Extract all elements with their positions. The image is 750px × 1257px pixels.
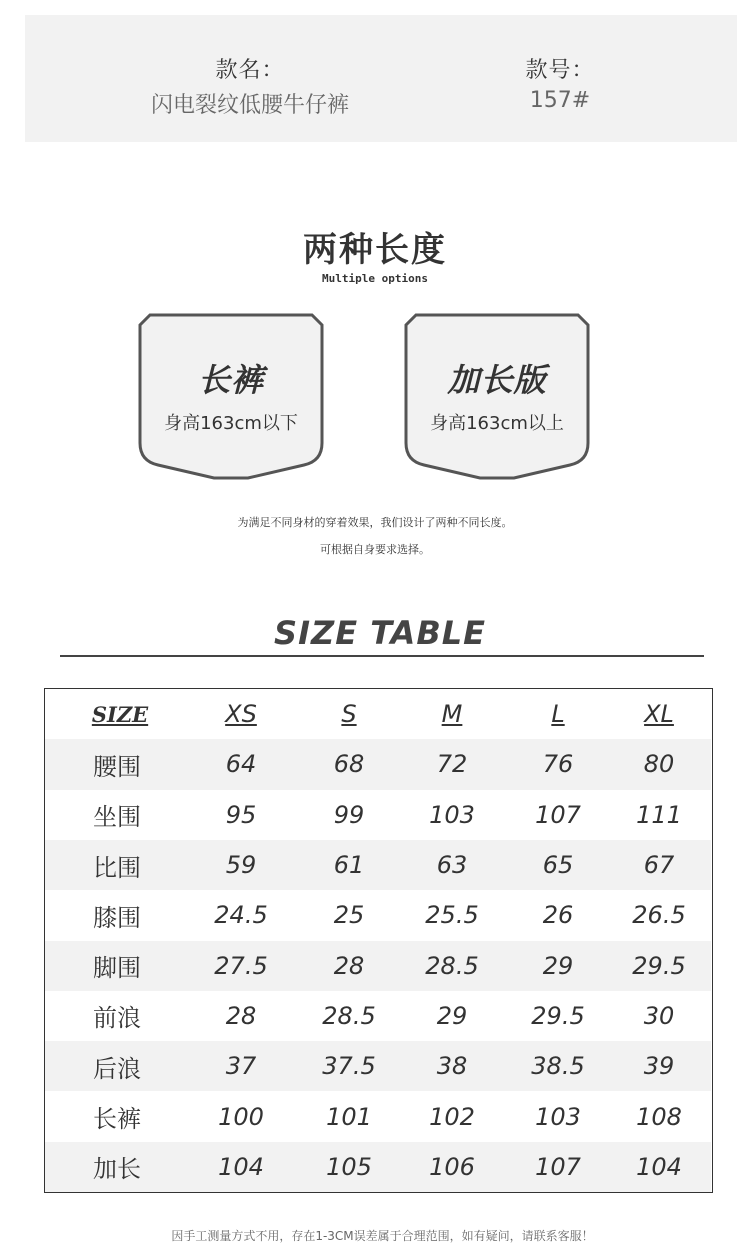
table-cell: 28 xyxy=(333,951,365,980)
table-cell: 103 xyxy=(429,800,475,829)
size-table-header-row xyxy=(45,689,711,739)
measurement-disclaimer: 因手工测量方式不用，存在1-3CM误差属于合理范围，如有疑问，请联系客服！ xyxy=(171,1229,594,1243)
table-row xyxy=(45,991,711,1041)
lengths-note-1: 为满足不同身材的穿着效果，我们设计了两种不同长度。 xyxy=(237,516,513,529)
table-cell: 111 xyxy=(636,800,682,829)
style-name-block xyxy=(130,53,370,119)
row-label: 长裤 xyxy=(93,1105,141,1134)
table-cell: 37 xyxy=(225,1052,257,1081)
table-row xyxy=(45,890,711,940)
table-cell: 39 xyxy=(643,1052,675,1081)
table-cell: 26.5 xyxy=(632,901,686,930)
style-name-label: 款名： xyxy=(215,58,285,83)
table-cell: 24.5 xyxy=(214,901,268,930)
table-row xyxy=(45,1091,711,1141)
header-cell: XL xyxy=(644,700,674,729)
option-card-regular xyxy=(138,313,324,480)
table-cell: 29 xyxy=(542,951,574,980)
table-cell: 64 xyxy=(225,750,257,779)
table-cell: 38 xyxy=(436,1052,468,1081)
table-cell: 38.5 xyxy=(531,1052,585,1081)
header-cell: L xyxy=(551,700,565,729)
row-label: 比围 xyxy=(93,853,141,882)
table-cell: 104 xyxy=(218,1152,264,1181)
table-cell: 29 xyxy=(436,1001,468,1030)
table-cell: 99 xyxy=(333,800,365,829)
table-cell: 29.5 xyxy=(531,1001,585,1030)
table-row xyxy=(45,941,711,991)
table-cell: 80 xyxy=(643,750,675,779)
table-cell: 27.5 xyxy=(214,951,268,980)
row-label: 坐围 xyxy=(93,803,141,832)
table-cell: 25.5 xyxy=(425,901,479,930)
style-name-value: 闪电裂纹低腰牛仔裤 xyxy=(150,93,349,118)
style-number-label: 款号： xyxy=(525,58,595,83)
row-label: 腰围 xyxy=(93,752,141,781)
option-name: 长裤 xyxy=(197,361,264,399)
header-cell: M xyxy=(441,700,463,729)
table-cell: 105 xyxy=(326,1152,372,1181)
table-cell: 61 xyxy=(333,851,365,880)
lengths-note-2: 可根据自身要求选择。 xyxy=(320,543,430,556)
table-cell: 102 xyxy=(429,1102,475,1131)
table-cell: 106 xyxy=(429,1152,475,1181)
lengths-title: 两种长度 xyxy=(303,230,447,270)
table-cell: 68 xyxy=(333,750,365,779)
table-cell: 95 xyxy=(225,800,257,829)
table-cell: 101 xyxy=(326,1102,372,1131)
option-desc: 身高163cm以上 xyxy=(430,413,564,434)
table-cell: 103 xyxy=(535,1102,581,1131)
header-cell: SIZE xyxy=(91,701,149,727)
table-cell: 30 xyxy=(643,1001,675,1030)
style-number-value: 157# xyxy=(529,88,591,113)
header-cell: S xyxy=(341,700,357,729)
option-card-long xyxy=(404,313,590,480)
style-number-block xyxy=(485,53,635,113)
table-cell: 76 xyxy=(542,750,574,779)
table-row xyxy=(45,1142,711,1192)
table-cell: 107 xyxy=(535,1152,581,1181)
size-table-divider xyxy=(60,655,704,657)
lengths-subtitle: Multiple options xyxy=(322,272,428,285)
row-label: 后浪 xyxy=(93,1054,141,1083)
size-table xyxy=(44,688,713,1193)
table-cell: 72 xyxy=(436,750,468,779)
table-row xyxy=(45,790,711,840)
size-table-title: SIZE TABLE xyxy=(274,614,486,652)
table-cell: 65 xyxy=(542,851,574,880)
table-cell: 67 xyxy=(643,851,675,880)
table-row xyxy=(45,1041,711,1091)
table-cell: 63 xyxy=(436,851,468,880)
row-label: 脚围 xyxy=(93,954,141,983)
table-cell: 26 xyxy=(542,901,574,930)
header-cell: XS xyxy=(225,700,257,729)
table-cell: 28.5 xyxy=(425,951,479,980)
table-cell: 37.5 xyxy=(322,1052,376,1081)
table-cell: 107 xyxy=(535,800,581,829)
option-name: 加长版 xyxy=(447,361,547,399)
table-cell: 104 xyxy=(636,1152,682,1181)
table-row xyxy=(45,739,711,789)
row-label: 加长 xyxy=(93,1155,141,1184)
product-info-header xyxy=(25,15,737,142)
table-cell: 29.5 xyxy=(632,951,686,980)
row-label: 前浪 xyxy=(93,1004,141,1033)
table-cell: 59 xyxy=(225,851,257,880)
table-cell: 28 xyxy=(225,1001,257,1030)
table-cell: 28.5 xyxy=(322,1001,376,1030)
table-cell: 108 xyxy=(636,1102,682,1131)
row-label: 膝围 xyxy=(93,903,141,932)
option-desc: 身高163cm以下 xyxy=(164,413,298,434)
table-cell: 25 xyxy=(333,901,365,930)
table-cell: 100 xyxy=(218,1102,264,1131)
table-row xyxy=(45,840,711,890)
